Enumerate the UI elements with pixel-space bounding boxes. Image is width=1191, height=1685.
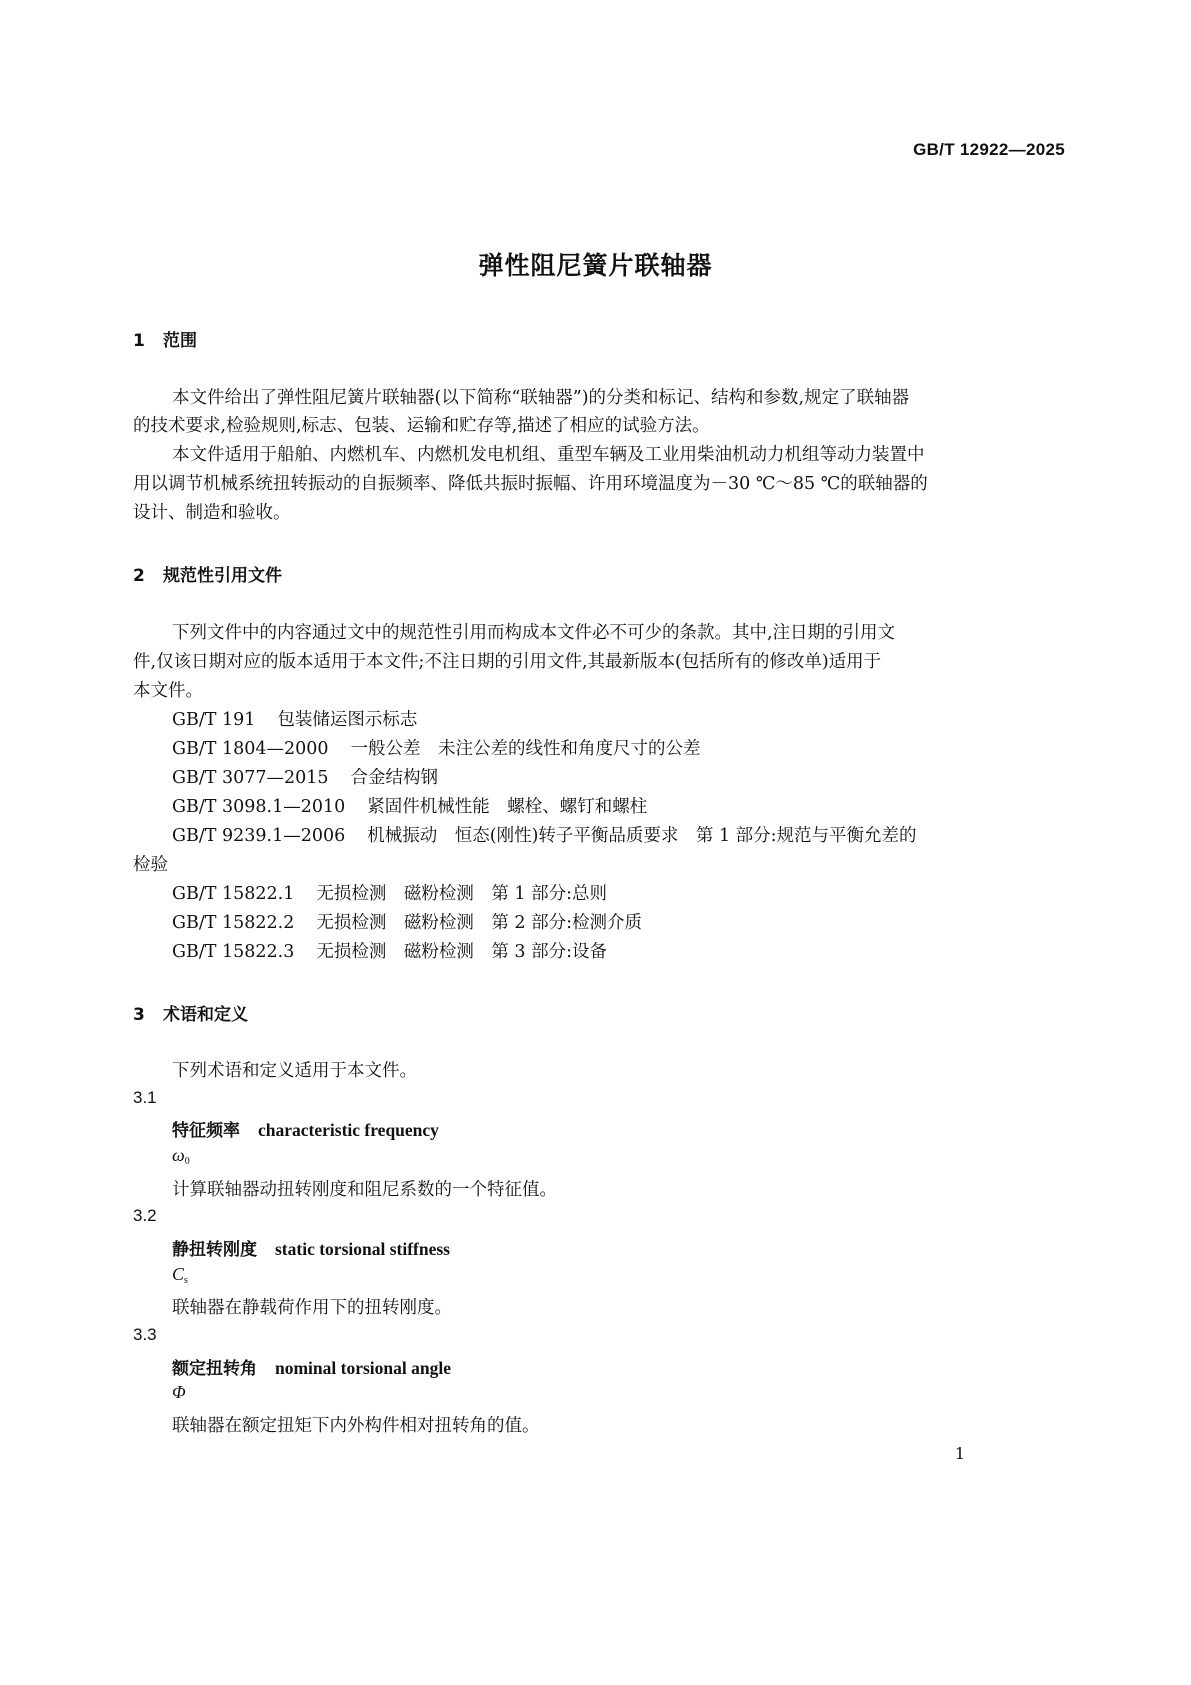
standard-code: GB/T 12922—2025 — [913, 140, 1065, 159]
reference-code: GB/T 3077—2015 — [172, 768, 329, 788]
reference-code: GB/T 9239.1—2006 — [172, 826, 346, 846]
term-entry — [172, 1354, 451, 1379]
reference-code: GB/T 15822.3 — [172, 942, 295, 962]
term-english: nominal torsional angle — [275, 1358, 451, 1378]
reference-code: GB/T 191 — [172, 710, 256, 730]
reference-title: 紧固件机械性能 螺栓、螺钉和螺柱 — [367, 797, 648, 817]
term-chinese: 特征频率 — [172, 1121, 240, 1141]
section-title: 规范性引用文件 — [163, 566, 282, 586]
reference-title: 无损检测 磁粉检测 第 1 部分:总则 — [316, 884, 607, 904]
term-definition: 联轴器在静载荷作用下的扭转刚度。 — [172, 1298, 452, 1318]
reference-entry — [172, 793, 647, 818]
paragraph-line: 下列术语和定义适用于本文件。 — [172, 1061, 417, 1081]
paragraph-line: 本文件给出了弹性阻尼簧片联轴器(以下简称“联轴器”)的分类和标记、结构和参数,规定了联轴器 — [172, 388, 910, 408]
section-title: 范围 — [163, 331, 197, 351]
document-title: 弹性阻尼簧片联轴器 — [478, 251, 713, 280]
paragraph-line: 件,仅该日期对应的版本适用于本文件;不注日期的引用文件,其最新版本(包括所有的修改单)适用于 — [133, 652, 882, 672]
reference-entry — [172, 735, 701, 760]
reference-code: GB/T 15822.1 — [172, 884, 295, 904]
clause-number: 3.1 — [133, 1088, 157, 1107]
term-symbol: Φ — [172, 1382, 186, 1402]
term-english: characteristic frequency — [258, 1120, 439, 1140]
section-title: 术语和定义 — [163, 1005, 248, 1025]
reference-entry — [172, 764, 438, 789]
reference-code: GB/T 3098.1—2010 — [172, 797, 346, 817]
page-number: 1 — [954, 1444, 965, 1463]
reference-continuation: 检验 — [133, 855, 168, 875]
reference-code: GB/T 1804—2000 — [172, 739, 329, 759]
term-entry — [172, 1235, 450, 1260]
term-chinese: 额定扭转角 — [172, 1359, 257, 1379]
reference-entry — [172, 822, 917, 847]
paragraph-line: 用以调节机械系统扭转振动的自振频率、降低共振时振幅、许用环境温度为－30 ℃～85 ℃的联轴器的 — [133, 474, 928, 494]
section-number: 2 — [133, 566, 145, 586]
section-2-heading — [133, 561, 282, 586]
section-number: 1 — [133, 331, 145, 351]
term-symbol: $C_s$ — [172, 1264, 188, 1286]
paragraph-line: 下列文件中的内容通过文中的规范性引用而构成本文件必不可少的条款。其中,注日期的引用文 — [172, 623, 896, 643]
section-number: 3 — [133, 1005, 145, 1025]
term-entry — [172, 1116, 439, 1141]
reference-title: 无损检测 磁粉检测 第 3 部分:设备 — [316, 942, 607, 962]
reference-entry — [172, 880, 607, 905]
reference-title: 一般公差 未注公差的线性和角度尺寸的公差 — [350, 739, 701, 759]
reference-title: 机械振动 恒态(刚性)转子平衡品质要求 第 1 部分:规范与平衡允差的 — [367, 826, 917, 846]
reference-entry — [172, 909, 642, 934]
reference-entry — [172, 938, 607, 963]
term-definition: 联轴器在额定扭矩下内外构件相对扭转角的值。 — [172, 1416, 540, 1436]
term-chinese: 静扭转刚度 — [172, 1240, 257, 1260]
paragraph-line: 本文件适用于船舶、内燃机车、内燃机发电机组、重型车辆及工业用柴油机动力机组等动力装置中 — [172, 445, 925, 465]
term-definition: 计算联轴器动扭转刚度和阻尼系数的一个特征值。 — [172, 1180, 557, 1200]
section-1-heading — [133, 326, 197, 351]
paragraph-line: 本文件。 — [133, 681, 203, 701]
reference-code: GB/T 15822.2 — [172, 913, 295, 933]
clause-number: 3.2 — [133, 1206, 157, 1225]
paragraph-line: 的技术要求,检验规则,标志、包装、运输和贮存等,描述了相应的试验方法。 — [133, 416, 710, 436]
reference-entry — [172, 706, 417, 731]
reference-title: 包装储运图示标志 — [277, 710, 418, 730]
paragraph-line: 设计、制造和验收。 — [133, 503, 291, 523]
term-english: static torsional stiffness — [275, 1239, 450, 1259]
clause-number: 3.3 — [133, 1325, 157, 1344]
reference-title: 合金结构钢 — [350, 768, 439, 788]
section-3-heading — [133, 1000, 248, 1025]
reference-title: 无损检测 磁粉检测 第 2 部分:检测介质 — [316, 913, 642, 933]
term-symbol: $\omega_0$ — [172, 1145, 190, 1167]
